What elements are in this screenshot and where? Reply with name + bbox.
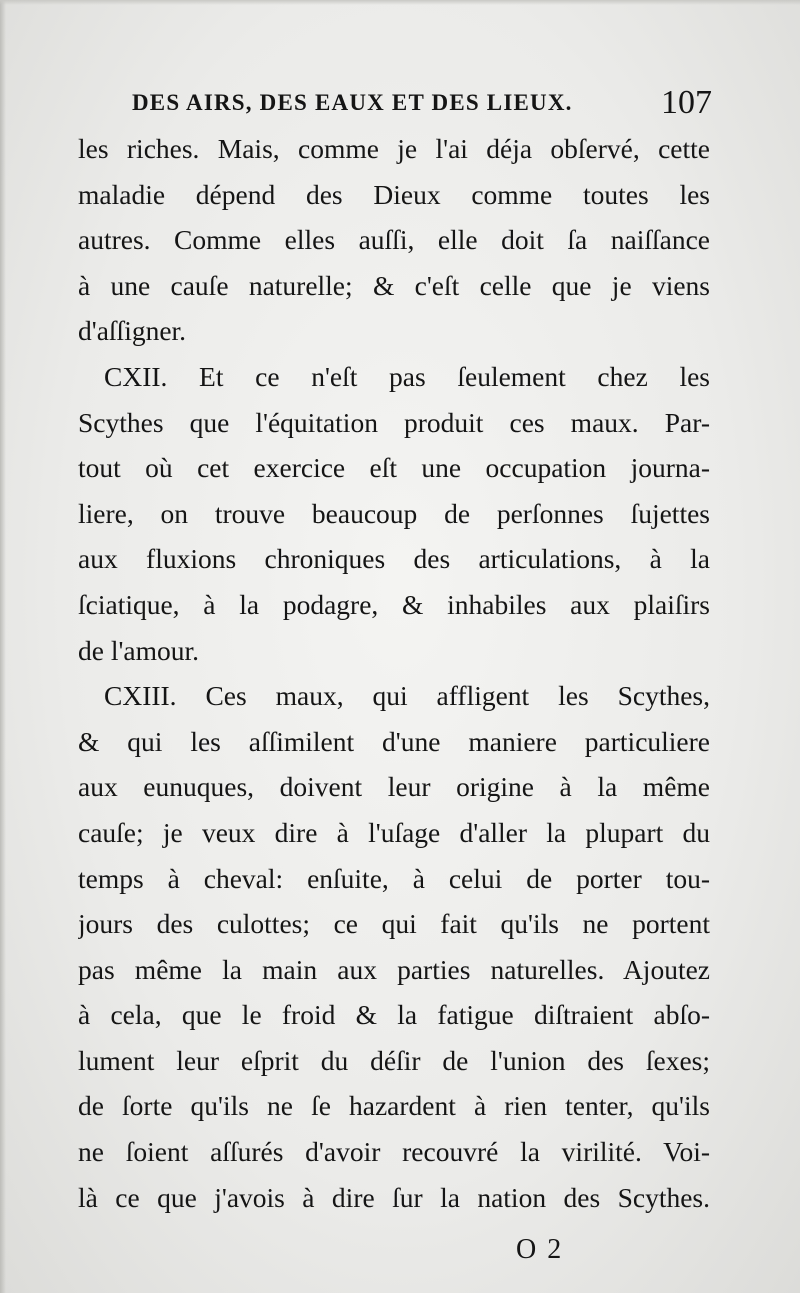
running-head [132, 84, 712, 124]
text-line: tout où cet exercice eſt une occupation journa- [78, 452, 710, 484]
text-line: aux fluxions chroniques des articulations, à la [78, 543, 710, 575]
text-line: d'aſſigner. [78, 315, 187, 347]
text-line: temps à cheval: enſuite, à celui de porter tou- [78, 862, 710, 894]
text-line: de l'amour. [78, 634, 200, 666]
text-line: pas même la main aux parties naturelles. Ajoutez [78, 953, 710, 985]
running-title: DES AIRS, DES EAUX ET DES LIEUX. [132, 90, 573, 115]
text-line: cauſe; je veux dire à l'uſage d'aller la plupart du [78, 816, 710, 848]
text-body [78, 126, 710, 1220]
text-line: lument leur eſprit du déſir de l'union des ſexes; [78, 1044, 710, 1076]
text-line: à cela, que le froid & la fatigue diſtraient abſo- [78, 999, 710, 1031]
text-line: autres. Comme elles auſſi, elle doit ſa naiſſance [78, 224, 710, 256]
text-line: liere, on trouve beaucoup de perſonnes ſujettes [78, 497, 710, 529]
text-line: Scythes que l'équitation produit ces maux. Par- [78, 406, 710, 438]
text-line: les riches. Mais, comme je l'ai déja obſervé, cette [78, 133, 710, 164]
page-left-edge [0, 0, 6, 1293]
section-start-line-cxii: CXII. Et ce n'eſt pas ſeulement chez les [104, 360, 710, 392]
text-line: là ce que j'avois à dire ſur la nation des Scythes. [78, 1181, 710, 1213]
text-line: jours des culottes; ce qui fait qu'ils ne portent [78, 908, 710, 940]
section-start-line-cxiii: CXIII. Ces maux, qui affligent les Scythes, [104, 680, 710, 712]
text-line: à une cauſe naturelle; & c'eſt celle que je viens [78, 269, 710, 301]
text-line: ne ſoient aſſurés d'avoir recouvré la virilité. Voi- [78, 1136, 710, 1168]
text-line: maladie dépend des Dieux comme toutes les [78, 178, 710, 210]
text-line: de ſorte qu'ils ne ſe hazardent à rien tenter, qu'ils [78, 1090, 710, 1122]
page-number: 107 [661, 84, 712, 121]
text-line: & qui les aſſimilent d'une maniere particuliere [78, 725, 710, 757]
page-top-edge [0, 0, 800, 5]
text-line: ſciatique, à la podagre, & inhabiles aux plaiſirs [78, 588, 710, 620]
text-line: aux eunuques, doivent leur origine à la même [78, 771, 710, 803]
signature-mark: O 2 [516, 1234, 564, 1265]
